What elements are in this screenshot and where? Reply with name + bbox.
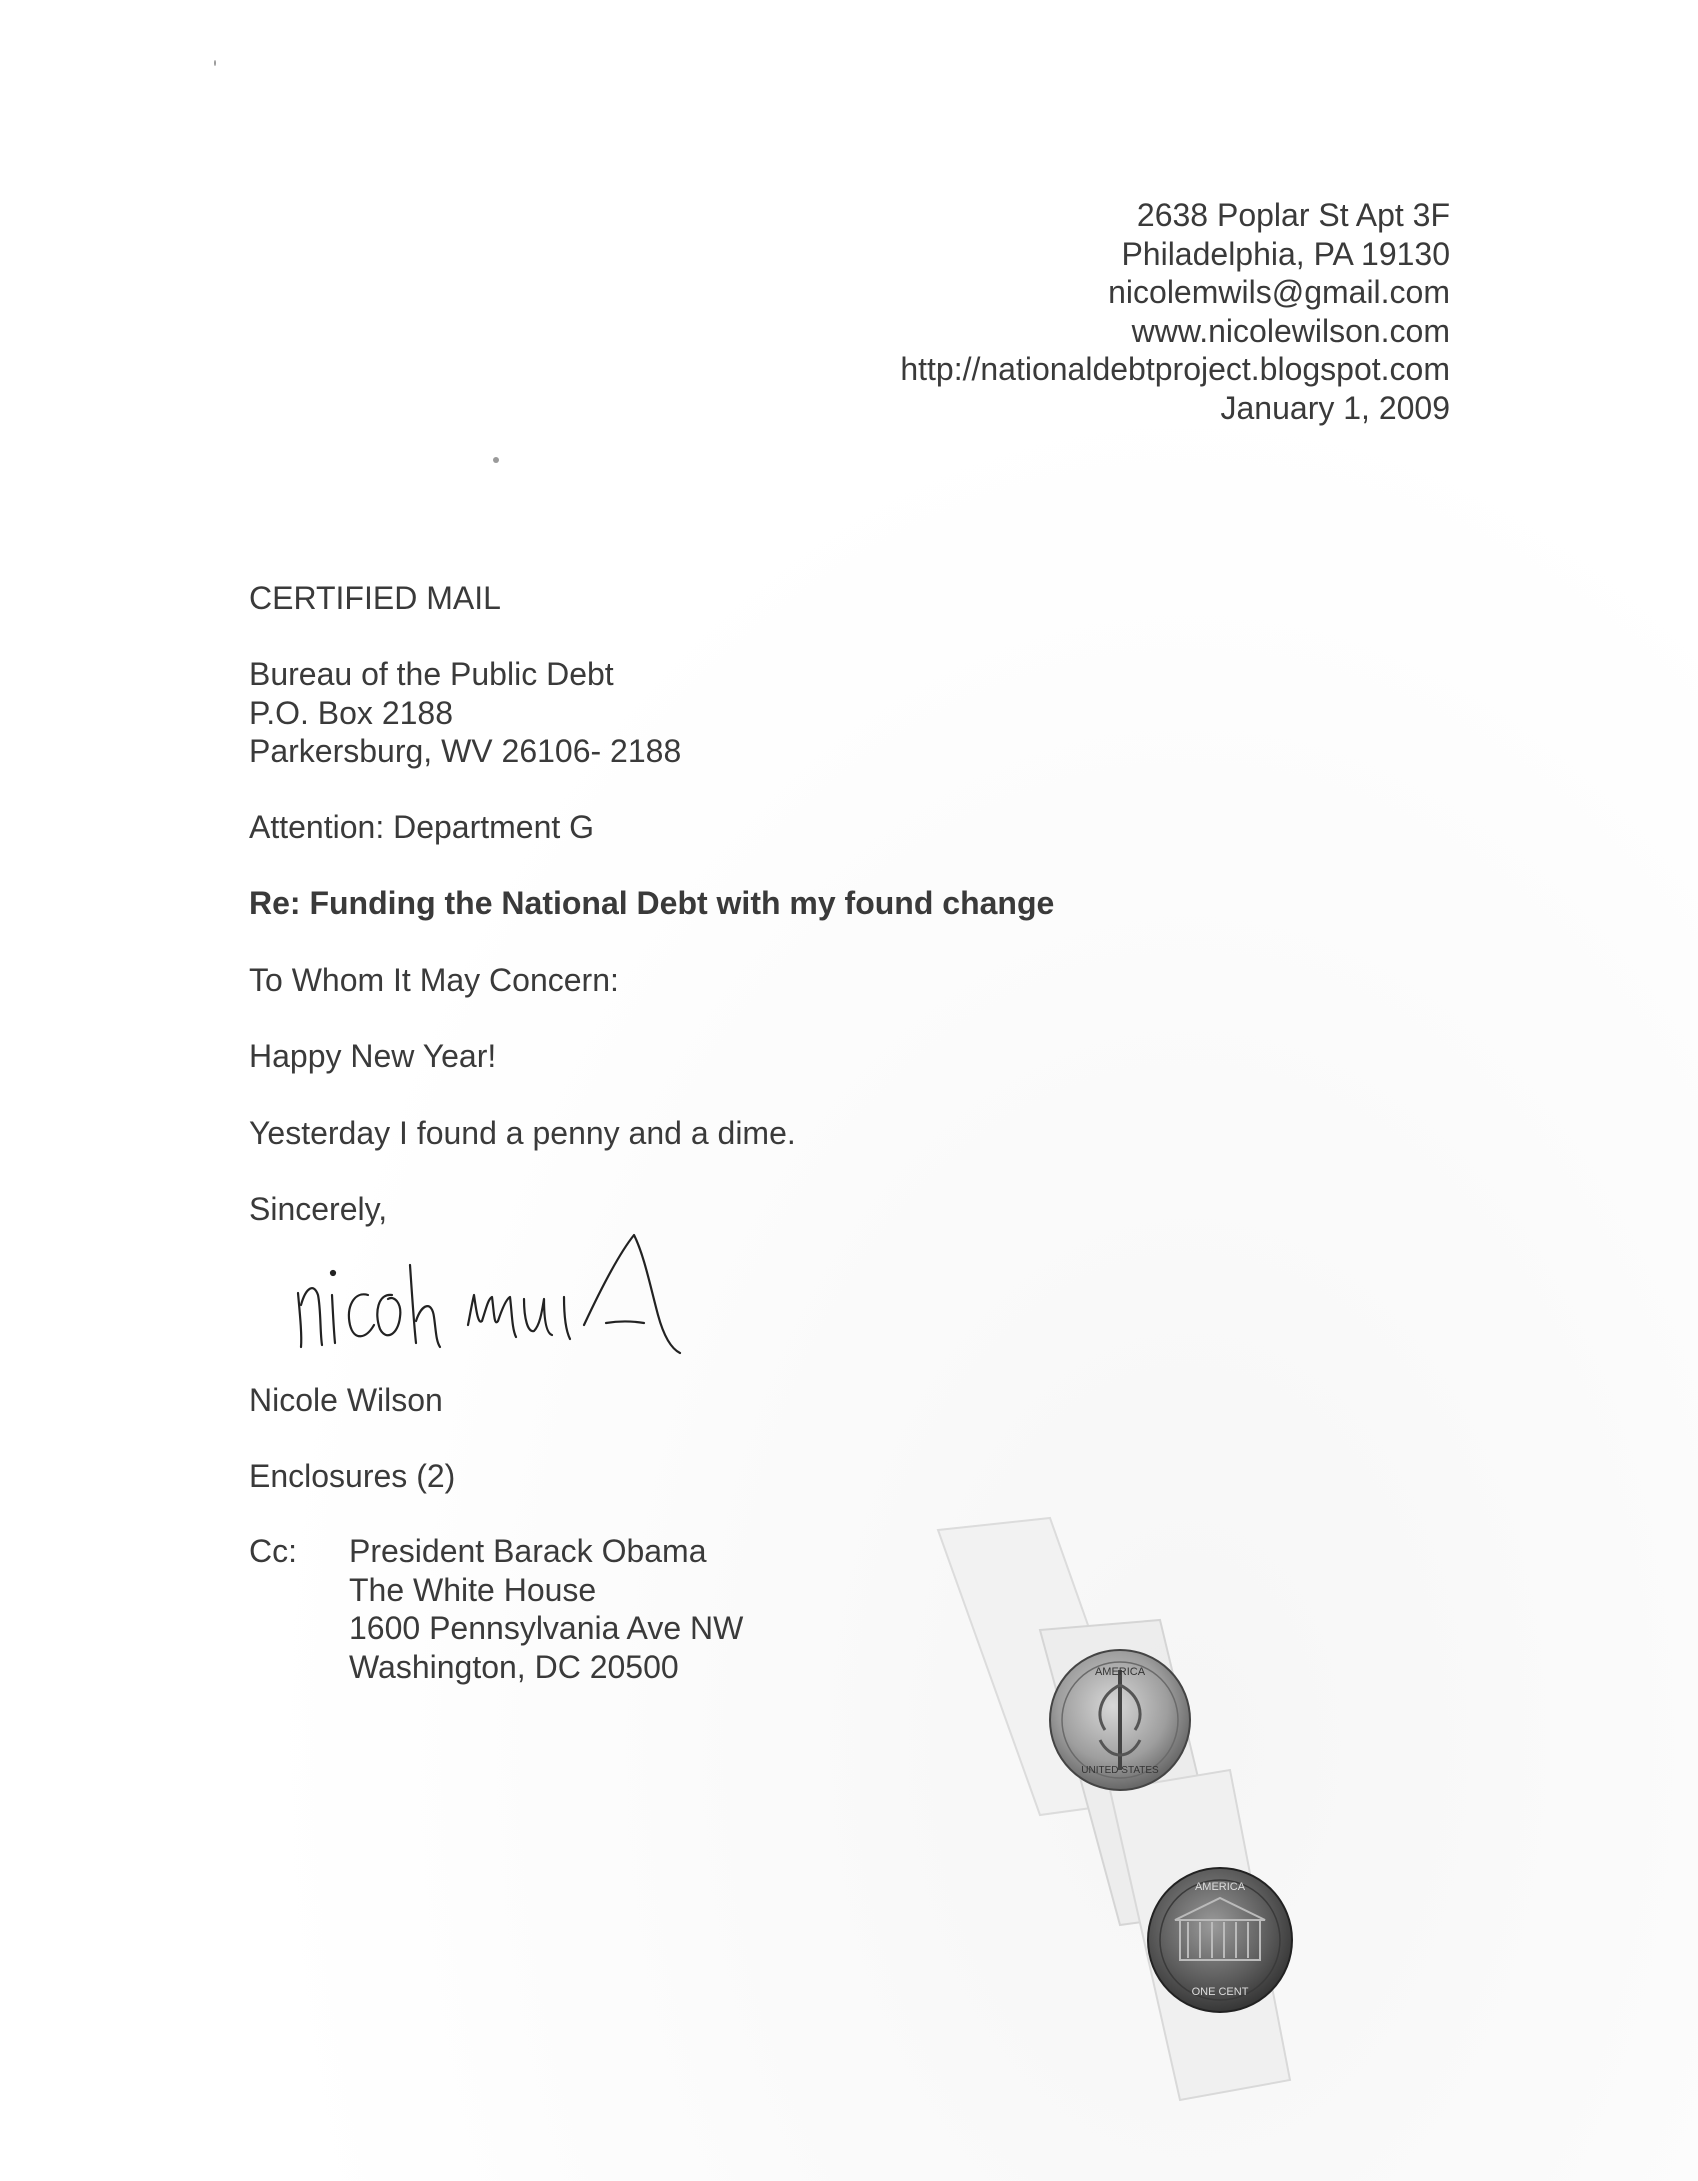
cc-label: Cc: <box>249 1533 297 1569</box>
handwritten-signature <box>288 1225 828 1365</box>
cc-street: 1600 Pennsylvania Ave NW <box>349 1610 744 1646</box>
penny-icon <box>1148 1868 1292 2012</box>
dime-icon <box>1050 1650 1190 1790</box>
sender-blog: http://nationaldebtproject.blogspot.com <box>900 351 1450 387</box>
tape-strips <box>938 1518 1290 2100</box>
dime-bottom-legend: UNITED STATES <box>1081 1765 1159 1776</box>
penny-top-legend: AMERICA <box>1194 1881 1246 1893</box>
recipient-po-box: P.O. Box 2188 <box>249 694 453 731</box>
body-greeting: Happy New Year! <box>249 1038 497 1074</box>
cc-name: President Barack Obama <box>349 1533 707 1569</box>
signer-name: Nicole Wilson <box>249 1382 443 1418</box>
recipient-city-state-zip: Parkersburg, WV 26106- 2188 <box>249 733 682 769</box>
cc-org: The White House <box>349 1571 597 1608</box>
subject-line: Re: Funding the National Debt with my found change <box>249 885 1055 921</box>
recipient-address-block <box>249 655 681 771</box>
sender-email: nicolemwils@gmail.com <box>1108 274 1450 310</box>
cc-city-state-zip: Washington, DC 20500 <box>349 1648 679 1685</box>
recipient-name: Bureau of the Public Debt <box>249 656 614 692</box>
sender-address-block <box>900 196 1450 427</box>
attention-line: Attention: Department G <box>249 809 595 845</box>
sender-website: www.nicolewilson.com <box>1131 312 1450 349</box>
paper-speck <box>214 60 216 66</box>
taped-coins-enclosure <box>930 1470 1350 2110</box>
dime-top-legend: AMERICA <box>1094 1666 1146 1678</box>
paper-speck <box>493 457 499 463</box>
sender-street: 2638 Poplar St Apt 3F <box>1136 197 1450 233</box>
salutation: To Whom It May Concern: <box>249 962 619 998</box>
letter-date: January 1, 2009 <box>1220 389 1450 426</box>
penny-bottom-legend: ONE CENT <box>1191 1986 1249 1998</box>
cc-address-block <box>349 1532 743 1686</box>
mail-type: CERTIFIED MAIL <box>249 580 501 616</box>
closing: Sincerely, <box>249 1191 388 1227</box>
enclosures-note: Enclosures (2) <box>249 1458 456 1494</box>
sender-city-state-zip: Philadelphia, PA 19130 <box>1121 235 1450 272</box>
body-message: Yesterday I found a penny and a dime. <box>249 1115 796 1151</box>
